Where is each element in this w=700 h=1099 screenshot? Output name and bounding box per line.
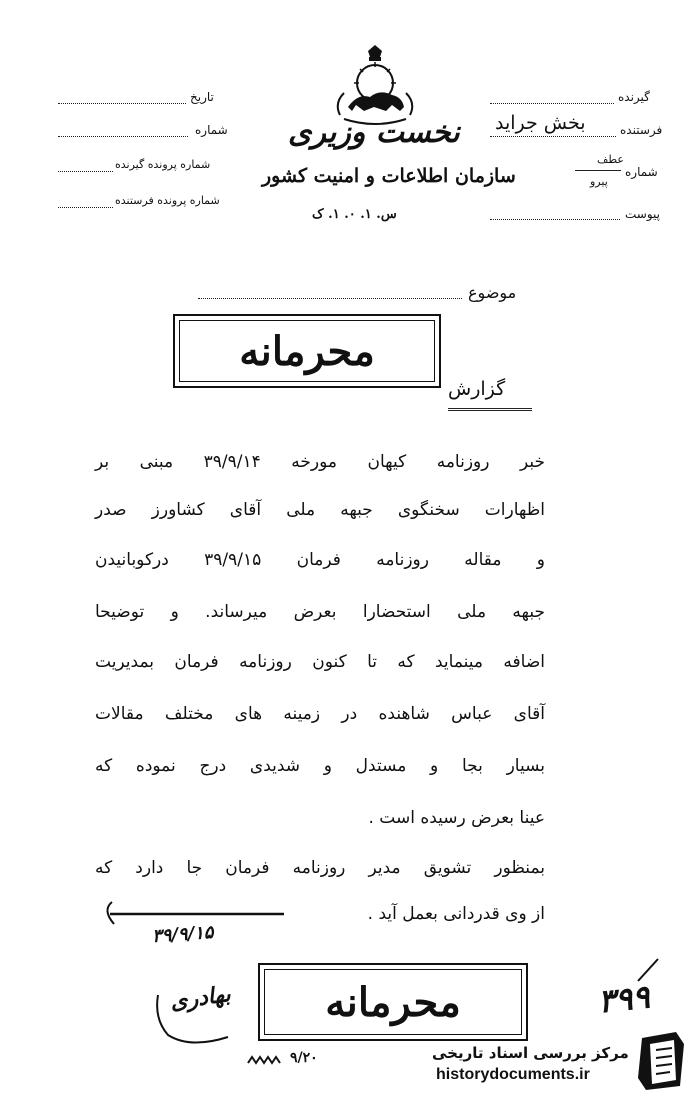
signature-stroke — [150, 975, 260, 1055]
lion-and-sun-emblem-icon — [330, 45, 420, 125]
handwritten-bottom-small: ۹/۲۰ — [290, 1050, 318, 1066]
ref-number-top: عطف — [597, 153, 624, 166]
body-line-7: بسیار بجا و مستدل و شدیدی درج نموده که — [95, 756, 545, 776]
sender-line — [490, 136, 616, 137]
ref-number-divider — [575, 170, 621, 171]
classification-stamp-bottom-text: محرمانه — [325, 978, 461, 1026]
sender-file-number-line — [58, 207, 113, 208]
classification-stamp-top-text: محرمانه — [239, 327, 375, 375]
number-label: شماره — [195, 123, 228, 137]
body-line-10: از وی قدردانی بعمل آید . — [367, 904, 545, 924]
handwritten-date-note: ۳۹/۹/۱۵ — [151, 921, 215, 948]
handwritten-bottom-number: ۳۹۹ — [596, 977, 652, 1021]
body-line-9: بمنظور تشویق مدیر روزنامه فرمان جا دارد که — [95, 858, 545, 878]
ref-number-bottom: پیرو — [590, 175, 608, 188]
body-line-2: اظهارات سخنگوی جبهه ملی آقای کشاورز صدر — [95, 500, 545, 520]
archive-url: historydocuments.ir — [436, 1066, 590, 1083]
attachment-label: پیوست — [625, 207, 660, 221]
archive-logo-icon — [632, 1030, 690, 1092]
body-line-3: و مقاله روزنامه فرمان ۳۹/۹/۱۵ درکوبانیدن — [95, 550, 545, 570]
classification-stamp-bottom — [258, 963, 528, 1041]
body-line-5: اضافه مینماید که تا کنون روزنامه فرمان بمدیریت — [95, 652, 545, 672]
classification-stamp-top — [173, 314, 441, 388]
report-heading: گزارش — [448, 378, 506, 400]
report-heading-underline — [448, 408, 532, 411]
sender-value: بخش جراید — [495, 112, 586, 134]
faded-scribble — [246, 1052, 286, 1066]
attachment-line — [490, 219, 620, 220]
body-line-1: خبر روزنامه کیهان مورخه ۳۹/۹/۱۴ مبنی بر — [95, 452, 545, 472]
body-line-8: عینا بعرض رسیده است . — [368, 808, 545, 828]
receiver-line — [490, 103, 614, 104]
date-label: تاریخ — [190, 90, 214, 104]
ref-number-label: شماره — [625, 165, 658, 179]
receiver-label: گیرنده — [618, 90, 650, 104]
subject-line — [198, 298, 462, 299]
receiver-file-number-label: شماره پرونده گیرنده — [115, 158, 211, 171]
body-line-4: جبهه ملی استحضارا بعرض میرساند. و توضیحا — [95, 602, 545, 622]
body-line-6: آقای عباس شاهنده در زمینه های مختلف مقالات — [95, 704, 545, 724]
date-line — [58, 103, 186, 104]
org-title-secondary: سازمان اطلاعات و امنیت کشور — [262, 165, 516, 187]
handwritten-signature: بهادری — [168, 980, 233, 1016]
number-line — [58, 136, 188, 137]
subject-label: موضوع — [468, 283, 517, 302]
sender-file-number-label: شماره پرونده فرستنده — [115, 194, 220, 207]
org-title-primary: نخست وزیری — [288, 115, 460, 150]
receiver-file-number-line — [58, 171, 113, 172]
org-code: س. ۱. ۰. ۱. ک — [312, 207, 397, 222]
handwritten-tick-mark — [634, 955, 664, 985]
sender-label: فرستنده — [620, 123, 663, 137]
archive-center-name: مرکز بررسی اسناد تاریخی — [432, 1044, 629, 1062]
